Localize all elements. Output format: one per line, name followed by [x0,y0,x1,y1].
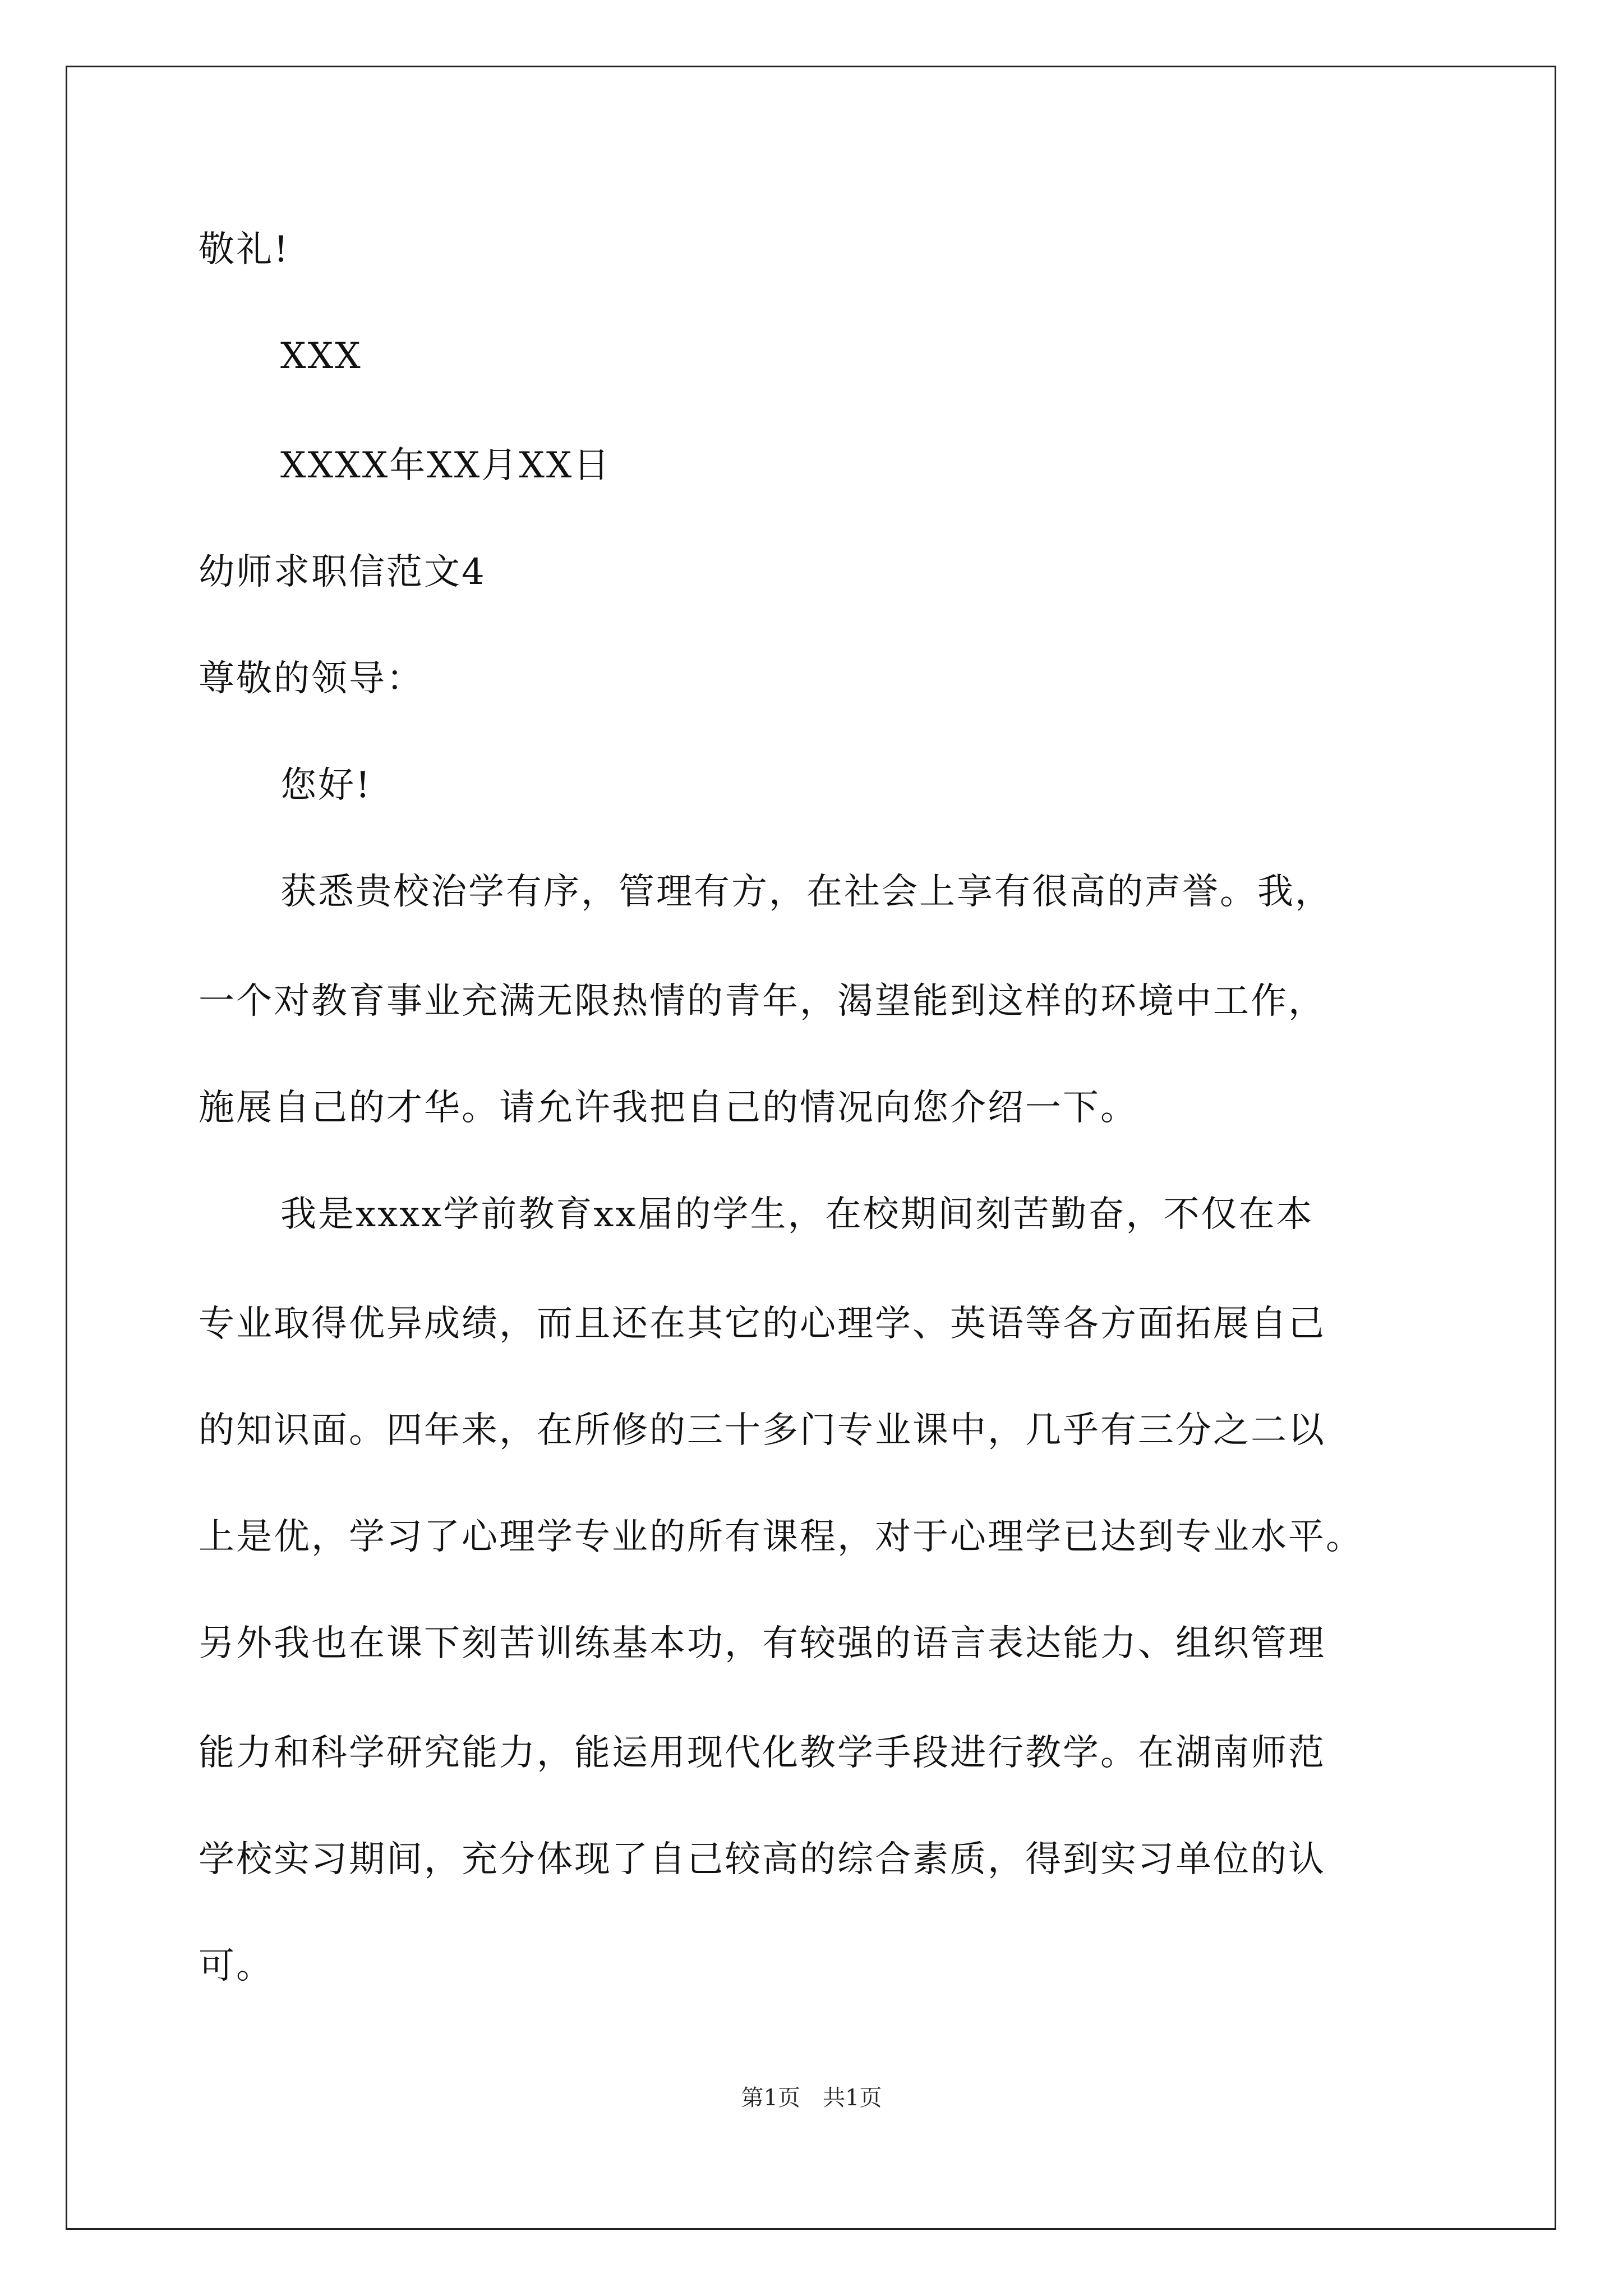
signature-date: XXXX年XX月XX日 [280,445,611,486]
paragraph-2-line: 另外我也在课下刻苦训练基本功，有较强的语言表达能力、组织管理 [199,1623,1326,1664]
paragraph-1-line: 一个对教育事业充满无限热情的青年，渴望能到这样的环境中工作， [199,981,1326,1022]
paragraph-1-line: 施展自己的才华。请允许我把自己的情况向您介绍一下。 [199,1087,1138,1129]
paragraph-2-line: 我是xxxx学前教育xx届的学生，在校期间刻苦勤奋，不仅在本 [280,1194,1314,1235]
page-footer [0,2082,1623,2114]
paragraph-2-line: 学校实习期间，充分体现了自己较高的综合素质，得到实习单位的认 [199,1839,1326,1880]
greeting: 尊敬的领导： [199,658,424,700]
paragraph-2-line: 上是优，学习了心理学专业的所有课程，对于心理学已达到专业水平。 [199,1516,1363,1558]
section-heading: 幼师求职信范文4 [199,551,486,593]
paragraph-2-line: 专业取得优异成绩，而且还在其它的心理学、英语等各方面拓展自己 [199,1303,1326,1345]
paragraph-2-line: 能力和科学研究能力，能运用现代化教学手段进行教学。在湖南师范 [199,1732,1326,1774]
page-number: 第1页 [741,2085,800,2111]
page-frame [66,66,1556,2230]
page-total: 共1页 [823,2085,882,2111]
paragraph-1-line: 获悉贵校治学有序，管理有方，在社会上享有很高的声誉。我， [280,871,1332,913]
paragraph-2-line: 可。 [199,1945,274,1987]
closing-salutation: 敬礼! [199,229,290,270]
greeting-hello: 您好! [280,765,372,806]
signature-name: XXX [280,335,362,377]
paragraph-2-line: 的知识面。四年来，在所修的三十多门专业课中，几乎有三分之二以 [199,1410,1326,1451]
